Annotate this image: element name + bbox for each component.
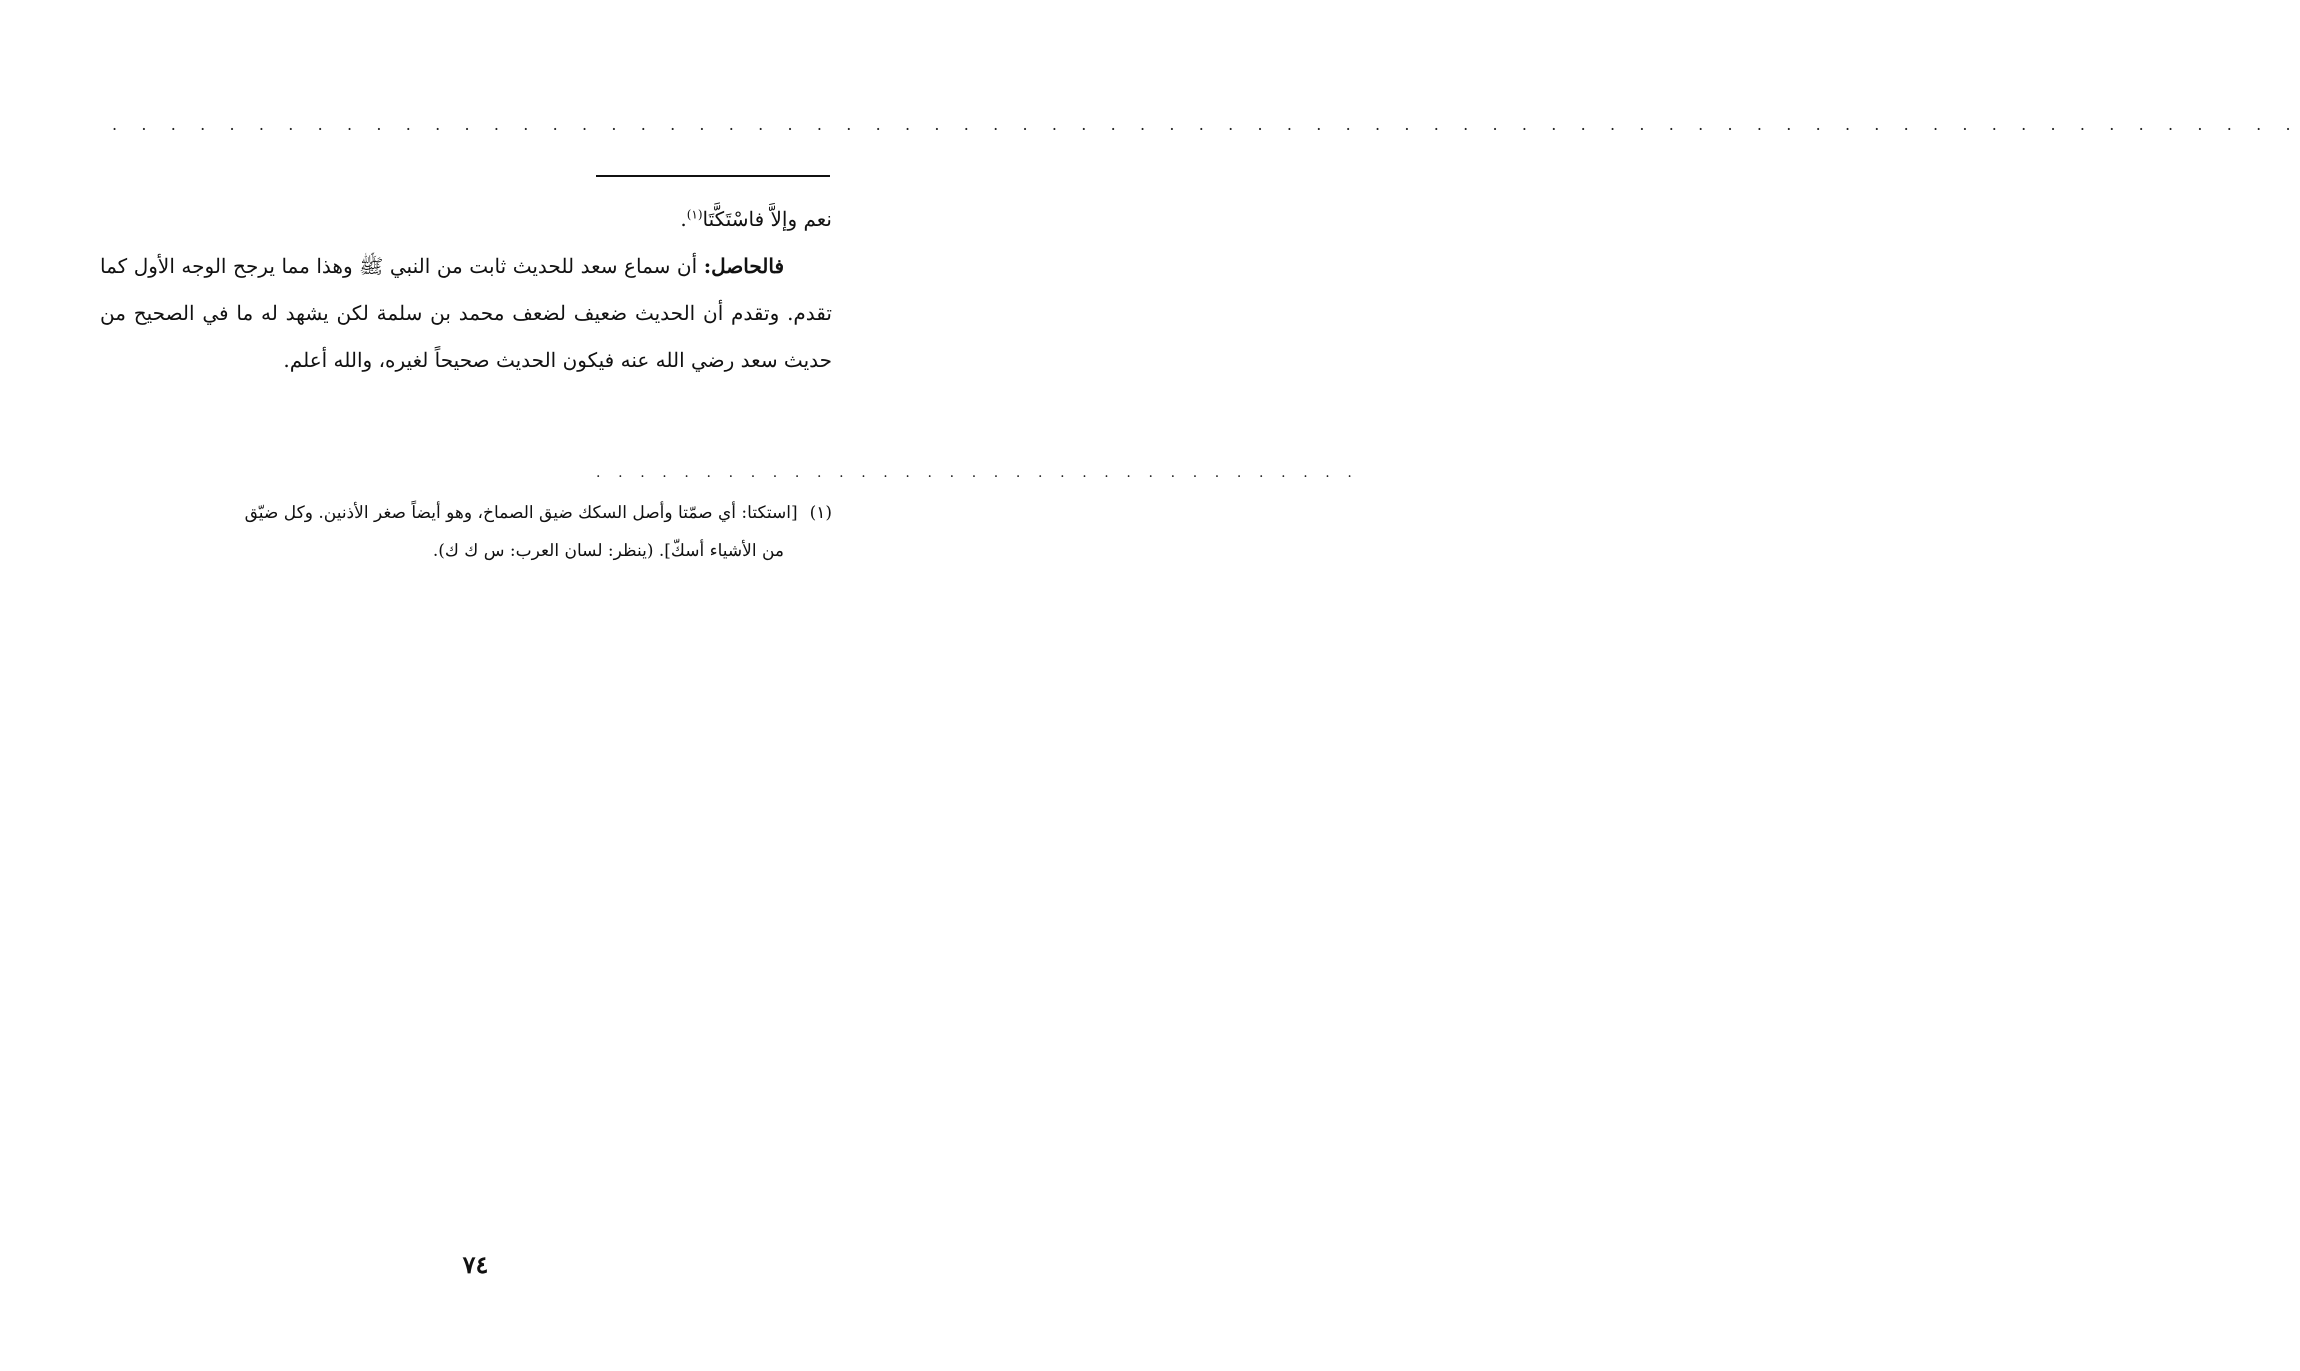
paragraph-lead: فالحاصل: [703, 254, 784, 278]
footnote [100, 494, 832, 570]
horizontal-rule [596, 175, 830, 177]
line-end-punct: . [680, 207, 687, 231]
footnote-number: (١) [809, 503, 832, 523]
text-line [100, 196, 832, 243]
line-text: نعم وإلاَّ فاسْتَكَّتَا [702, 207, 832, 231]
paragraph [100, 243, 832, 384]
footnote-text-line-1: [استكتا: أي صمّتا وأصل السكك ضيق الصماخ، وهو أيضاً صغر الأذنين. وكل ضيّق [244, 503, 798, 523]
main-text-block [100, 196, 832, 384]
footnote-reference: (١) [686, 207, 703, 222]
page-number: ٧٤ [462, 1250, 489, 1279]
paragraph-body: أن سماع سعد للحديث ثابت من النبي ﷺ وهذا مما يرجح الوجه الأول كما تقدم. وتقدم أن الحديث ضعيف لضعف محمد بن سلمة لكن يشهد له ما في الصحيح من حديث سعد رضي الله عنه فيكون الحديث صحيحاً لغيره، والله أعلم. [100, 254, 832, 372]
dotted-separator: . . . . . . . . . . . . . . . . . . . . . . . . . . . . . . . . . . . . . . . . . . . . . . . . . . . . . . . . . . . . . . . . . . . . . . . . . . . [112, 115, 2300, 134]
footnote-separator: . . . . . . . . . . . . . . . . . . . . . . . . . . . . . . . . . . . [596, 465, 1359, 481]
footnote-text-line-2: من الأشياء أسكّ]. (ينظر: لسان العرب: س ك ك). [432, 541, 784, 561]
